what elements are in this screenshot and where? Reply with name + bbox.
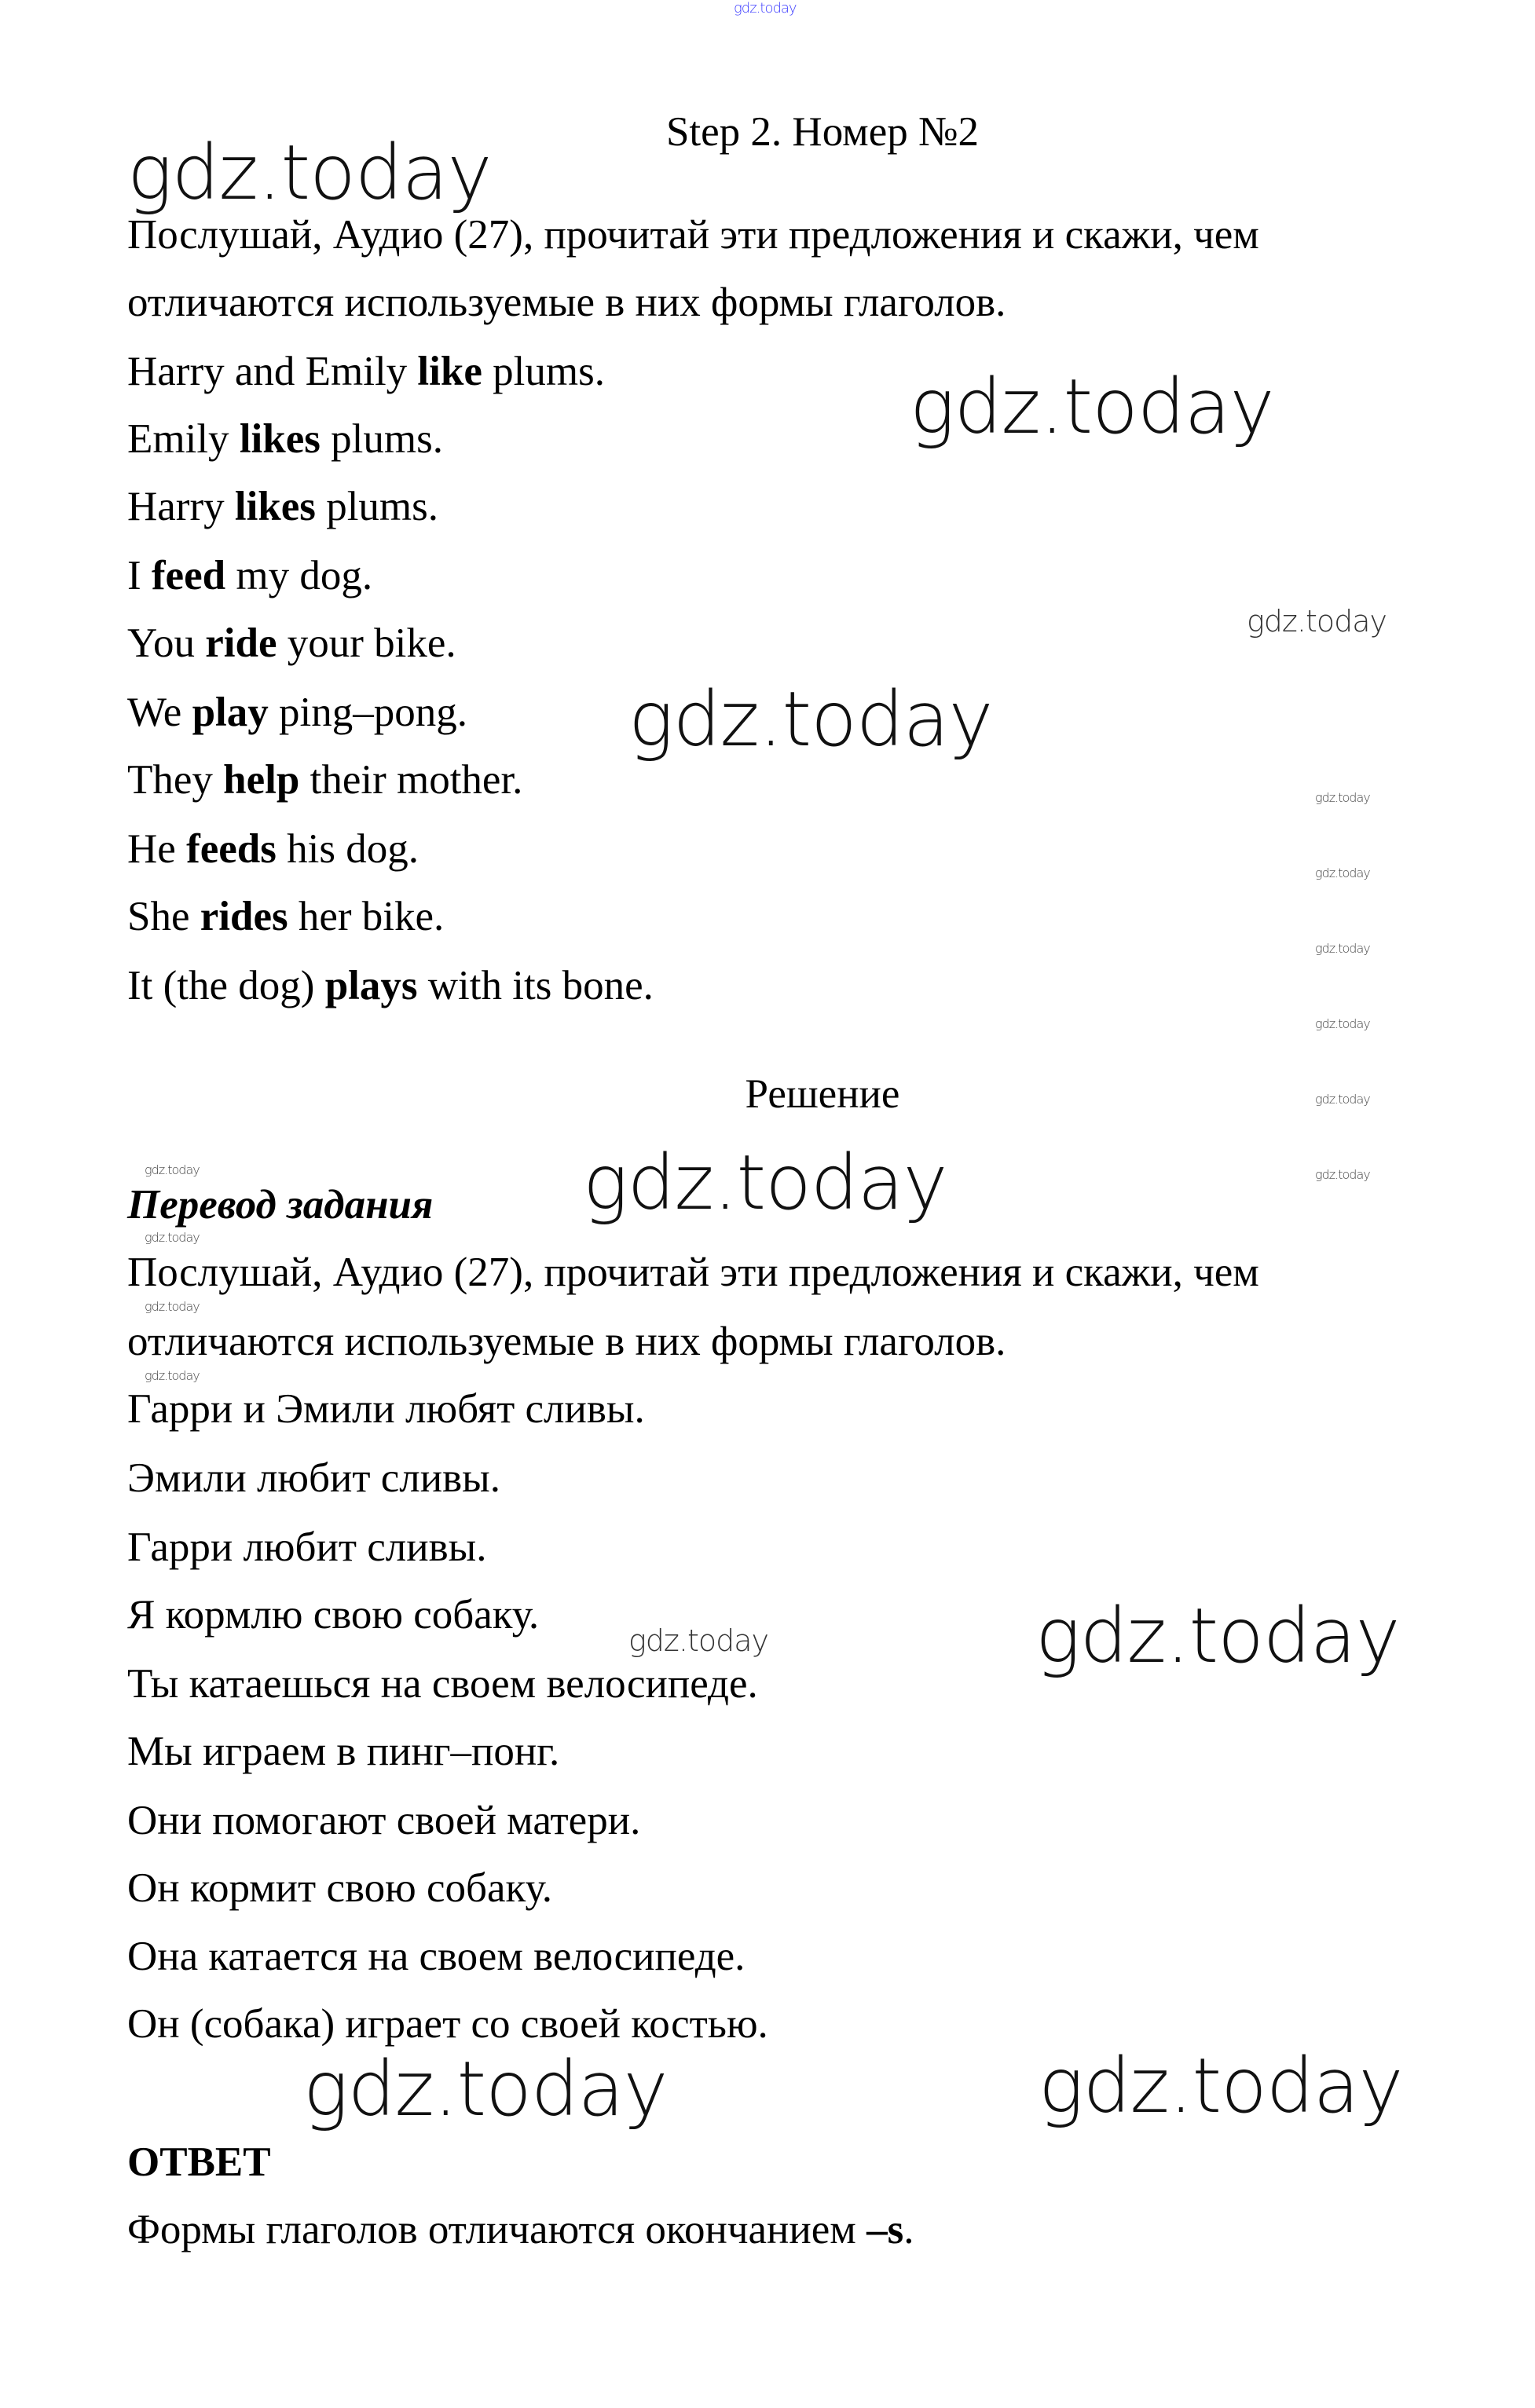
- translated-sentence: Она катается на своем велосипеде.: [127, 1934, 746, 1979]
- task-instruction: отличаются используемые в них формы глаголов.: [127, 280, 1006, 325]
- sentence: [127, 689, 467, 736]
- solution-heading: Решение: [745, 1071, 900, 1117]
- sentence-part: They: [127, 757, 224, 803]
- sentence: [127, 962, 654, 1009]
- sentence-part: He: [127, 826, 187, 872]
- sentence-part: their mother.: [299, 757, 523, 803]
- translated-sentence: Они помогают своей матери.: [127, 1798, 641, 1843]
- watermark: gdz.today: [1039, 2042, 1403, 2130]
- sentence: [127, 620, 456, 667]
- watermark: gdz.today: [127, 129, 492, 217]
- watermark: gdz.today: [1315, 1167, 1370, 1182]
- answer-text: [127, 2206, 914, 2253]
- watermark: gdz.today: [145, 1299, 200, 1314]
- verb: likes: [234, 484, 316, 529]
- watermark[interactable]: gdz.today: [734, 0, 797, 16]
- watermark: gdz.today: [910, 363, 1274, 451]
- watermark: gdz.today: [628, 1623, 768, 1658]
- translated-sentence: Гарри и Эмили любят сливы.: [127, 1386, 645, 1432]
- answer-heading: [127, 2139, 271, 2186]
- verb: rides: [200, 894, 288, 939]
- watermark: gdz.today: [1035, 1592, 1400, 1680]
- sentence-part: ping–pong.: [268, 690, 467, 735]
- sentence-part: plums.: [320, 416, 443, 462]
- sentence: [127, 483, 438, 530]
- answer-suffix: –s: [866, 2207, 904, 2252]
- watermark: gdz.today: [628, 675, 993, 763]
- sentence-part: Harry: [127, 484, 235, 529]
- sentence: [127, 348, 605, 395]
- sentence: [127, 825, 419, 873]
- translation-instruction: Послушай, Аудио (27), прочитай эти предложения и скажи, чем: [127, 1250, 1259, 1295]
- translation-heading: [127, 1181, 433, 1228]
- verb: help: [223, 757, 300, 803]
- translation-instruction: отличаются используемые в них формы глаголов.: [127, 1319, 1006, 1364]
- watermark: gdz.today: [1315, 1016, 1370, 1031]
- sentence-part: We: [127, 690, 192, 735]
- translated-sentence: Он кормит свою собаку.: [127, 1865, 552, 1911]
- verb: like: [417, 349, 482, 394]
- sentence: [127, 415, 443, 463]
- sentence-part: Harry and Emily: [127, 349, 418, 394]
- sentence-part: She: [127, 894, 200, 939]
- verb: likes: [239, 416, 321, 462]
- sentence-part: my dog.: [225, 553, 373, 598]
- translated-sentence: Ты катаешься на своем велосипеде.: [127, 1661, 758, 1707]
- sentence-part: I: [127, 553, 152, 598]
- page-title: Step 2. Номер №2: [665, 109, 980, 155]
- watermark: gdz.today: [1315, 1092, 1370, 1107]
- verb: plays: [324, 963, 418, 1008]
- sentence-part: plums.: [315, 484, 439, 529]
- sentence-part: your bike.: [277, 620, 456, 666]
- translated-sentence: Гарри любит сливы.: [127, 1524, 487, 1570]
- sentence-part: his dog.: [276, 826, 419, 872]
- watermark: gdz.today: [1247, 604, 1387, 639]
- watermark: gdz.today: [1315, 941, 1370, 956]
- answer-text-main: Формы глаголов отличаются окончанием: [127, 2207, 867, 2252]
- translation-heading-text: Перевод задания: [127, 1182, 434, 1228]
- watermark: gdz.today: [145, 1368, 200, 1383]
- verb: play: [192, 690, 269, 735]
- sentence: [127, 552, 372, 599]
- sentence: [127, 893, 444, 940]
- translated-sentence: Он (собака) играет со своей костью.: [127, 2001, 768, 2047]
- task-instruction: Послушай, Аудио (27), прочитай эти предложения и скажи, чем: [127, 212, 1259, 258]
- verb: feed: [151, 553, 226, 598]
- sentence-part: with its bone.: [417, 963, 654, 1008]
- verb: feeds: [186, 826, 277, 872]
- translated-sentence: Мы играем в пинг–понг.: [127, 1729, 560, 1774]
- sentence-part: It (the dog): [127, 963, 325, 1008]
- watermark: gdz.today: [303, 2045, 668, 2133]
- sentence-part: her bike.: [288, 894, 445, 939]
- verb: ride: [205, 620, 277, 666]
- answer-period: .: [903, 2207, 914, 2252]
- watermark: gdz.today: [145, 1230, 200, 1245]
- sentence-part: You: [127, 620, 206, 666]
- watermark: gdz.today: [145, 1162, 200, 1177]
- translated-sentence: Я кормлю свою собаку.: [127, 1592, 540, 1638]
- watermark: gdz.today: [1315, 865, 1370, 880]
- watermark: gdz.today: [1315, 790, 1370, 805]
- answer-heading-text: ОТВЕТ: [127, 2139, 271, 2185]
- sentence-part: Emily: [127, 416, 240, 462]
- watermark: gdz.today: [583, 1139, 947, 1227]
- sentence-part: plums.: [482, 349, 605, 394]
- sentence: [127, 756, 522, 803]
- translated-sentence: Эмили любит сливы.: [127, 1455, 500, 1501]
